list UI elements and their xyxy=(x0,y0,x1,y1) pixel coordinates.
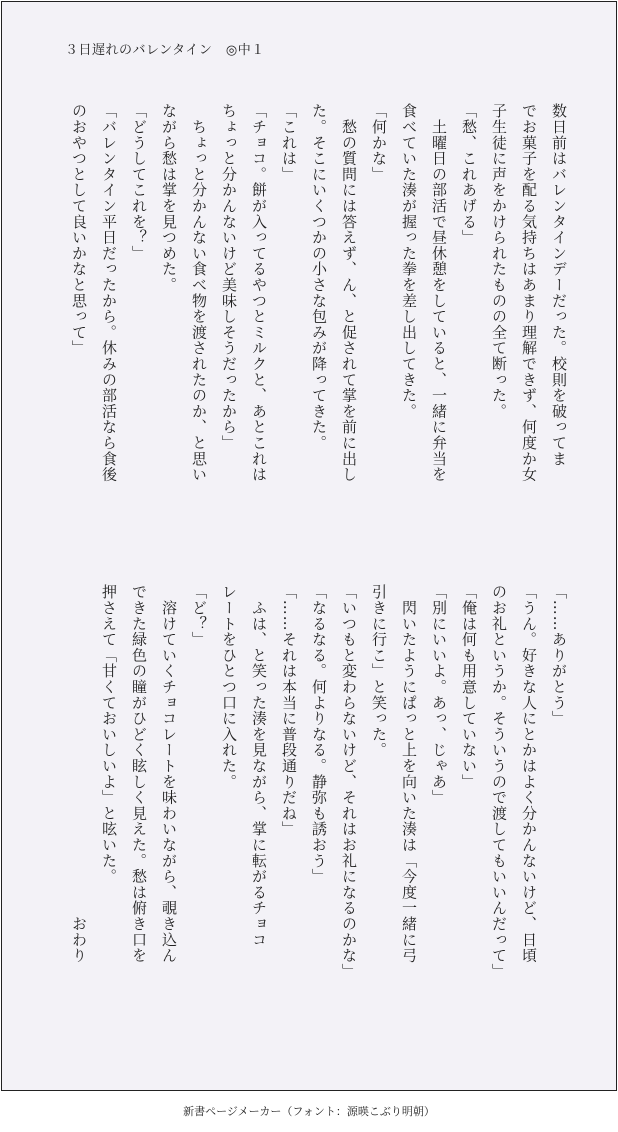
story-text-upper: 数日前はバレンタインデーだった。校則を破ってま でお菓子を配る気持ちはあまり理解できず、何度か女 子生徒に声をかけられたものの全て断った。 「愁、これあげる」 土曜日の部活で昼休憩をしていると、一緒に弁当を 食べていた湊が握った拳を差し出してきた。 「何かな」 愁の質問には答えず、ん、と促されて掌を前に出し た。そこにいくつかの小さな包みが降ってきた。 「これは」 「チョコ。餅が入ってるやつとミルクと、あとこれは ちょっと分かんないけど美味しそうだったから」 ちょっと分かんない食べ物を渡されたのか、と思い ながら愁は掌を見つめた。 「どうしてこれを？」 「バレンタイン平日だったから。休みの部活なら食後 のおやつとして良いかなと思って」 xyxy=(70,103,568,483)
page-header: ３日遅れのバレンタイン ◎中１ xyxy=(65,43,265,58)
book-page xyxy=(1,1,617,1091)
generator-credit: 新書ページメーカー（フォント：源暎こぶり明朝） xyxy=(183,1105,435,1118)
story-text-lower: 「……ありがとう」 「うん。好きな人にとかはよく分かんないけど、日頃 のお礼というか。そういうので渡してもいいんだって」 「俺は何も用意していない」 「別にいいよ。あっ、じゃあ」 閃いたようにぱっと上を向いた湊は「今度一緒に弓 引きに行こ」と笑った。 「いつもと変わらないけど、それはお礼になるのかな」 「なるなる。何よりなる。静弥も誘おう」 「……それは本当に普段通りだね」 ふは、と笑った湊を見ながら、掌に転がるチョコ レートをひとつ口に入れた。 「ど？」 溶けていくチョコレートを味わいながら、覗き込ん できた緑色の瞳がひどく眩しく見えた。愁は俯き口を 押さえて「甘くておいしいよ」と呟いた。 おわり xyxy=(70,584,568,979)
